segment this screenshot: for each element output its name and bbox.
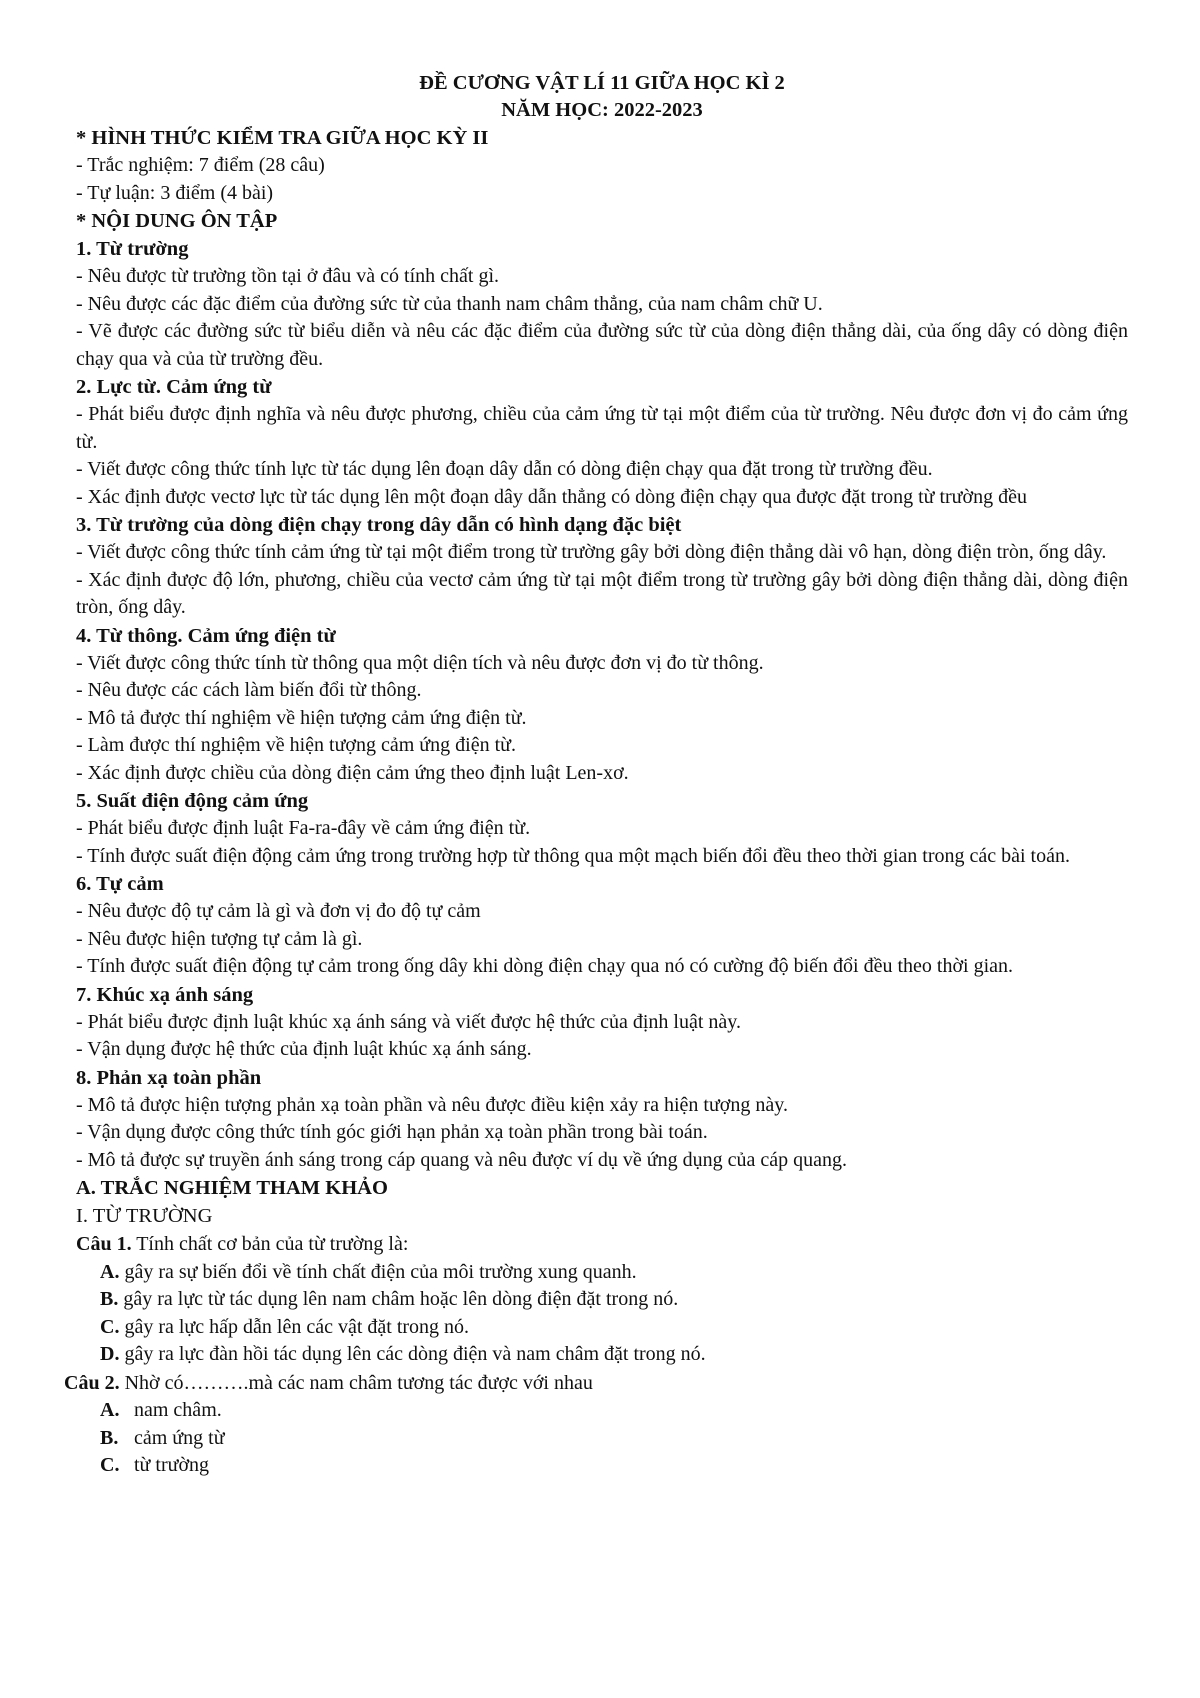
- section-line: - Phát biểu được định luật khúc xạ ánh sáng và viết được hệ thức của định luật này.: [76, 1010, 741, 1033]
- question-text: Nhờ có……….mà các nam châm tương tác được với nhau: [119, 1371, 593, 1394]
- exam-format-heading: * HÌNH THỨC KIỂM TRA GIỮA HỌC KỲ II: [76, 127, 489, 149]
- section-line: - Viết được công thức tính cảm ứng từ tại một điểm trong từ trường gây bởi dòng điện thẳng dài vô hạn, dòng điện tròn, ống dây.: [76, 541, 1107, 563]
- option-text: từ trường: [134, 1454, 210, 1476]
- section-title: 1. Từ trường: [76, 238, 189, 260]
- section-title: 8. Phản xạ toàn phần: [76, 1066, 262, 1089]
- review-section: [76, 1065, 1128, 1175]
- answer-option[interactable]: [76, 1259, 1128, 1287]
- section-line: - Viết được công thức tính từ thông qua một diện tích và nêu được đơn vị đo từ thông.: [76, 651, 764, 674]
- option-text: gây ra sự biến đổi về tính chất điện của môi trường xung quanh.: [119, 1260, 637, 1283]
- question-stem: [76, 1231, 1128, 1259]
- option-letter: C.: [100, 1315, 120, 1338]
- quiz-subheading: I. TỪ TRƯỜNG: [76, 1205, 213, 1227]
- section-title: 2. Lực từ. Cảm ứng từ: [76, 376, 272, 398]
- section-title: 4. Từ thông. Cảm ứng điện từ: [76, 624, 336, 647]
- document-title: ĐỀ CƯƠNG VẬT LÍ 11 GIỮA HỌC KÌ 2: [419, 72, 785, 94]
- option-text: nam châm.: [134, 1399, 222, 1421]
- review-section: [76, 982, 1128, 1064]
- review-section: [76, 623, 1128, 788]
- section-line: - Nêu được hiện tượng tự cảm là gì.: [76, 927, 363, 950]
- option-letter: B.: [100, 1426, 119, 1449]
- section-line: - Phát biểu được định nghĩa và nêu được phương, chiều của cảm ứng từ tại một điểm của từ trường. Nêu được đơn vị đo cảm ứng từ.: [76, 403, 1128, 453]
- section-line: - Nêu được từ trường tồn tại ở đâu và có tính chất gì.: [76, 265, 500, 287]
- review-section: [76, 871, 1128, 981]
- option-letter: B.: [100, 1288, 119, 1310]
- answer-option[interactable]: [76, 1397, 1128, 1425]
- option-text: gây ra lực đàn hồi tác dụng lên các dòng điện và nam châm đặt trong nó.: [119, 1343, 706, 1365]
- question-1: [76, 1231, 1128, 1369]
- answer-option[interactable]: [76, 1314, 1128, 1342]
- review-heading: * NỘI DUNG ÔN TẬP: [76, 210, 278, 232]
- section-title: 3. Từ trường của dòng điện chạy trong dây dẫn có hình dạng đặc biệt: [76, 514, 682, 536]
- section-line: - Tính được suất điện động cảm ứng trong trường hợp từ thông qua một mạch biến đổi đều theo thời gian trong các bài toán.: [76, 844, 1070, 867]
- review-section: [76, 788, 1128, 870]
- section-title: 7. Khúc xạ ánh sáng: [76, 983, 254, 1006]
- option-text: gây ra lực từ tác dụng lên nam châm hoặc lên dòng điện đặt trong nó.: [118, 1288, 679, 1310]
- review-sections: [76, 236, 1128, 1174]
- document-page: [64, 70, 1128, 1480]
- answer-option[interactable]: [76, 1341, 1128, 1369]
- school-year: NĂM HỌC: 2022-2023: [501, 99, 703, 121]
- review-section: [76, 512, 1128, 622]
- section-line: - Nêu được các cách làm biến đổi từ thông.: [76, 679, 422, 701]
- question-text: Tính chất cơ bản của từ trường là:: [131, 1233, 409, 1255]
- section-line: - Nêu được các đặc điểm của đường sức từ của thanh nam châm thẳng, của nam châm chữ U.: [76, 292, 823, 315]
- answer-option[interactable]: [76, 1286, 1128, 1314]
- section-line: - Xác định được vectơ lực từ tác dụng lên một đoạn dây dẫn thẳng có dòng điện chạy qua được đặt trong từ trường đều: [76, 485, 1027, 508]
- quiz-heading: A. TRẮC NGHIỆM THAM KHẢO: [76, 1177, 388, 1199]
- section-line: - Xác định được chiều của dòng điện cảm ứng theo định luật Len-xơ.: [76, 761, 629, 784]
- option-letter: A.: [100, 1399, 120, 1421]
- review-section: [76, 236, 1128, 373]
- section-line: - Mô tả được thí nghiệm về hiện tượng cảm ứng điện từ.: [76, 706, 527, 729]
- option-text: cảm ứng từ: [134, 1426, 225, 1449]
- answer-option[interactable]: [76, 1452, 1128, 1480]
- section-line: - Mô tả được hiện tượng phản xạ toàn phần và nêu được điều kiện xảy ra hiện tượng này.: [76, 1093, 788, 1116]
- review-section: [76, 374, 1128, 511]
- section-line: - Tính được suất điện động tự cảm trong ống dây khi dòng điện chạy qua nó có cường độ biến đổi đều theo thời gian.: [76, 955, 1014, 977]
- exam-format-item: - Trắc nghiệm: 7 điểm (28 câu): [76, 154, 325, 176]
- section-line: - Làm được thí nghiệm về hiện tượng cảm ứng điện từ.: [76, 734, 516, 756]
- section-line: - Vận dụng được hệ thức của định luật khúc xạ ánh sáng.: [76, 1038, 532, 1060]
- section-line: - Xác định được độ lớn, phương, chiều của vectơ cảm ứng từ tại một điểm trong từ trường gây bởi dòng điện thẳng dài, dòng điện tròn, ống dây.: [76, 568, 1128, 618]
- option-text: gây ra lực hấp dẫn lên các vật đặt trong nó.: [119, 1315, 470, 1338]
- question-2: [64, 1370, 1128, 1480]
- section-title: 6. Tự cảm: [76, 873, 164, 895]
- section-line: - Mô tả được sự truyền ánh sáng trong cáp quang và nêu được ví dụ về ứng dụng của cáp quang.: [76, 1148, 847, 1171]
- option-letter: D.: [100, 1343, 120, 1365]
- section-line: - Vận dụng được công thức tính góc giới hạn phản xạ toàn phần trong bài toán.: [76, 1121, 708, 1143]
- option-letter: A.: [100, 1260, 120, 1283]
- section-line: - Nêu được độ tự cảm là gì và đơn vị đo độ tự cảm: [76, 900, 481, 922]
- section-title: 5. Suất điện động cảm ứng: [76, 790, 309, 812]
- exam-format-item: - Tự luận: 3 điểm (4 bài): [76, 181, 274, 204]
- question-label: Câu 2.: [64, 1371, 120, 1394]
- section-line: - Viết được công thức tính lực từ tác dụng lên đoạn dây dẫn có dòng điện chạy qua đặt trong từ trường đều.: [76, 458, 933, 480]
- question-stem: [64, 1370, 1128, 1398]
- question-label: Câu 1.: [76, 1233, 132, 1255]
- section-line: - Vẽ được các đường sức từ biểu diễn và nêu các đặc điểm của đường sức từ của dòng điện thẳng dài, của ống dây có dòng điện chạy qua và của từ trường đều.: [76, 320, 1128, 370]
- section-line: - Phát biểu được định luật Fa-ra-đây về cảm ứng điện từ.: [76, 817, 531, 839]
- answer-option[interactable]: [76, 1425, 1128, 1453]
- option-letter: C.: [100, 1454, 120, 1476]
